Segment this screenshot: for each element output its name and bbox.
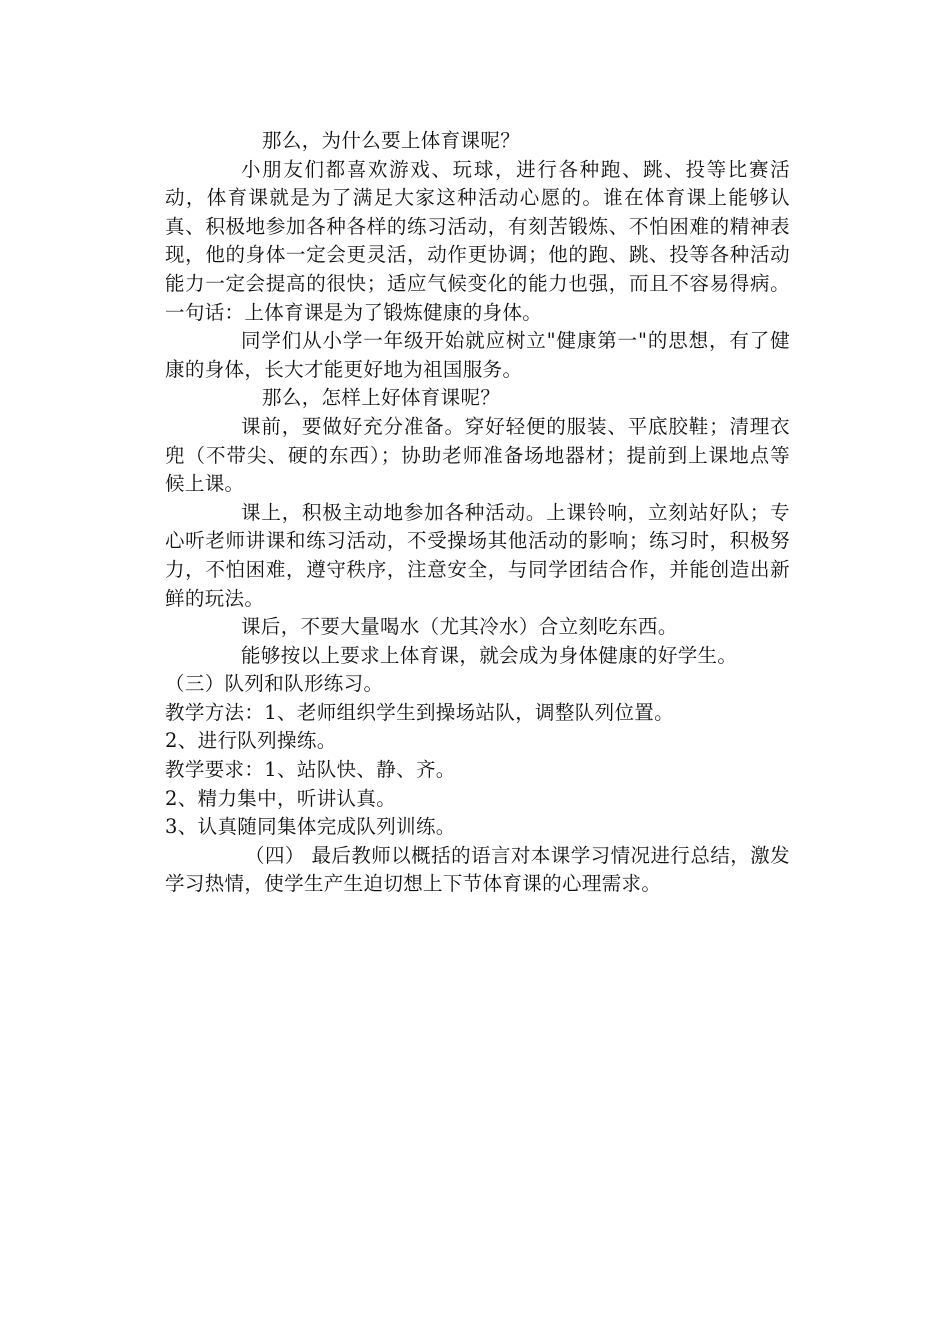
- paragraph-after-class: 课后，不要大量喝水（尤其冷水）合立刻吃东西。: [241, 615, 678, 639]
- paragraph-health-first: 同学们从小学一年级开始就应树立"健康第一"的思想，有了健康的身体，长大才能更好地为祖国服务。: [165, 329, 790, 381]
- teaching-method-1: 教学方法：1、老师组织学生到操场站队，调整队列位置。: [165, 700, 675, 724]
- teaching-requirement-1: 教学要求：1、站队快、静、齐。: [165, 758, 456, 782]
- teaching-requirement-2: 2、精力集中，听讲认真。: [165, 786, 397, 810]
- paragraph-during-class: 课上，积极主动地参加各种活动。上课铃响，立刻站好队；专心听老师讲课和练习活动，不受操场其他活动的影响；练习时，积极努力，不怕困难，遵守秩序，注意安全，与同学团结合作，并能创造出新鲜的玩法。: [165, 500, 790, 610]
- document-body: [165, 127, 790, 899]
- question-why-pe: 那么，为什么要上体育课呢？: [262, 129, 521, 152]
- paragraph-good-student: 能够按以上要求上体育课，就会成为身体健康的好学生。: [241, 643, 738, 667]
- section-four-summary: （四） 最后教师以概括的语言对本课学习情况进行总结，激发学习热情，使学生产生迫切想上下节体育课的心理需求。: [165, 843, 790, 896]
- paragraph-before-class: 课前，要做好充分准备。穿好轻便的服装、平底胶鞋；清理衣兜（不带尖、硬的东西）；协助老师准备场地器材；提前到上课地点等候上课。: [165, 414, 790, 496]
- teaching-requirement-3: 3、认真随同集体完成队列训练。: [165, 815, 456, 839]
- section-three-heading: （三）队列和队形练习。: [165, 672, 384, 696]
- question-how-pe: 那么，怎样上好体育课呢？: [262, 386, 501, 410]
- teaching-method-2: 2、进行队列操练。: [165, 729, 337, 753]
- paragraph-purpose: 小朋友们都喜欢游戏、玩球，进行各种跑、跳、投等比赛活动，体育课就是为了满足大家这种活动心愿的。谁在体育课上能够认真、积极地参加各种各样的练习活动，有刻苦锻炼、不怕困难的精神表现，他的身体一定会更灵活，动作更协调；他的跑、跳、投等各种活动能力一定会提高的很快；适应气候变化的能力也强，而且不容易得病。一句话：上体育课是为了锻炼健康的身体。: [165, 157, 790, 324]
